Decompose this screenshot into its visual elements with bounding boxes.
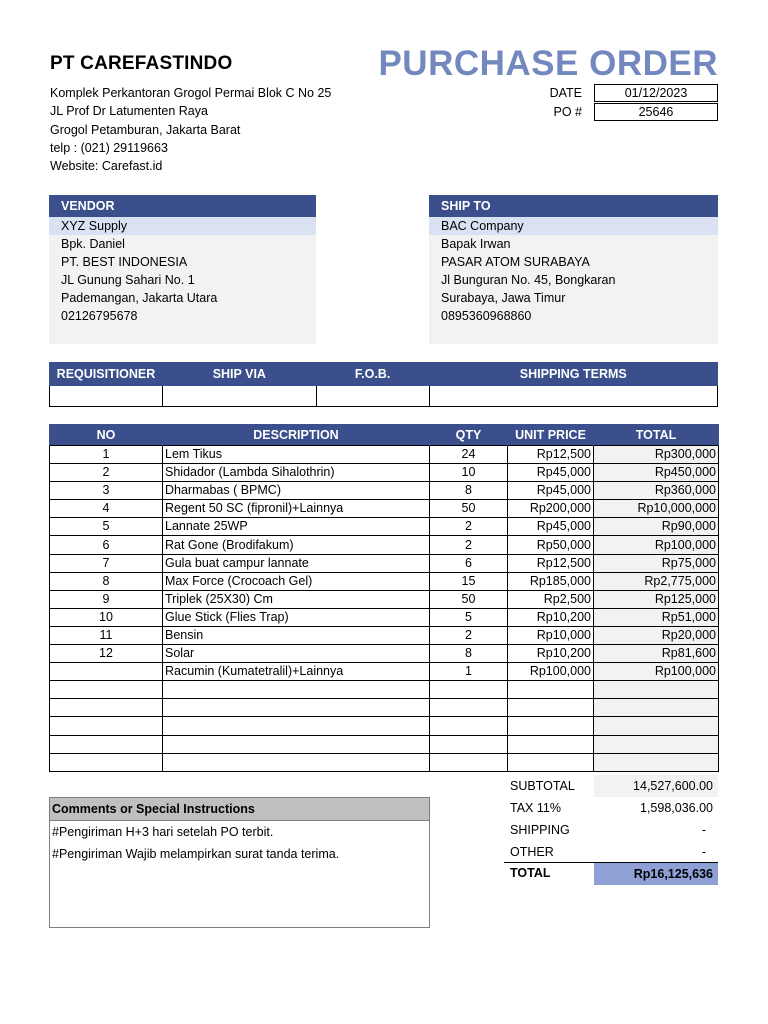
table-row [50,735,719,753]
ship-to-heading: SHIP TO [429,195,718,217]
item-unit-price-cell[interactable] [508,735,594,753]
qty-header: QTY [430,424,508,446]
item-unit-price-cell[interactable]: Rp12,500 [508,446,594,464]
item-unit-price-cell[interactable]: Rp2,500 [508,590,594,608]
item-description-cell[interactable]: Dharmabas ( BPMC) [163,482,430,500]
item-unit-price-cell[interactable] [508,681,594,699]
tax-label: TAX 11% [510,801,561,815]
item-unit-price-cell[interactable]: Rp200,000 [508,500,594,518]
vendor-line: Pademangan, Jakarta Utara [61,291,218,305]
item-description-cell[interactable]: Regent 50 SC (fipronil)+Lainnya [163,500,430,518]
item-qty-cell[interactable]: 24 [430,446,508,464]
comments-box[interactable] [49,797,430,928]
item-no-cell[interactable]: 12 [50,645,163,663]
item-no-cell[interactable] [50,735,163,753]
item-description-cell[interactable]: Glue Stick (Flies Trap) [163,608,430,626]
item-unit-price-cell[interactable]: Rp50,000 [508,536,594,554]
table-row [50,626,719,644]
item-no-cell[interactable]: 5 [50,518,163,536]
item-description-cell[interactable] [163,699,430,717]
item-no-cell[interactable]: 6 [50,536,163,554]
item-unit-price-cell[interactable]: Rp100,000 [508,663,594,681]
item-qty-cell[interactable]: 2 [430,626,508,644]
description-header: DESCRIPTION [163,424,430,446]
item-no-cell[interactable]: 7 [50,554,163,572]
item-description-cell[interactable]: Racumin (Kumatetralil)+Lainnya [163,663,430,681]
items-table [49,424,719,772]
item-no-cell[interactable]: 10 [50,608,163,626]
company-address-line-2: JL Prof Dr Latumenten Raya [50,104,208,118]
item-total-cell[interactable]: Rp100,000 [594,536,719,554]
item-unit-price-cell[interactable] [508,753,594,771]
item-description-cell[interactable] [163,753,430,771]
po-label: PO # [553,105,582,119]
ship-to-panel [429,195,718,344]
item-unit-price-cell[interactable]: Rp185,000 [508,572,594,590]
item-qty-cell[interactable]: 50 [430,590,508,608]
fob-header: F.O.B. [316,363,429,386]
table-row [50,717,719,735]
item-qty-cell[interactable]: 15 [430,572,508,590]
item-qty-cell[interactable]: 50 [430,500,508,518]
item-total-cell[interactable] [594,699,719,717]
grand-total-label: TOTAL [510,866,551,880]
table-row [50,663,719,681]
company-website: Website: Carefast.id [50,159,163,173]
vendor-line: PT. BEST INDONESIA [61,255,188,269]
table-row [50,536,719,554]
item-total-cell[interactable]: Rp81,600 [594,645,719,663]
company-name: PT CAREFASTINDO [50,53,233,74]
ship-via-cell[interactable] [162,386,316,407]
item-no-cell[interactable]: 4 [50,500,163,518]
table-row [50,681,719,699]
item-total-cell[interactable]: Rp51,000 [594,608,719,626]
item-description-cell[interactable]: Bensin [163,626,430,644]
item-total-cell[interactable]: Rp20,000 [594,626,719,644]
item-no-cell[interactable]: 2 [50,464,163,482]
item-total-cell[interactable] [594,717,719,735]
item-total-cell[interactable]: Rp100,000 [594,663,719,681]
item-total-cell[interactable]: Rp90,000 [594,518,719,536]
item-unit-price-cell[interactable]: Rp45,000 [508,482,594,500]
table-row [50,699,719,717]
unit-price-header: UNIT PRICE [508,424,594,446]
item-qty-cell[interactable]: 2 [430,536,508,554]
subtotal-label: SUBTOTAL [510,779,575,793]
table-row [50,518,719,536]
date-label: DATE [549,86,582,100]
grand-total-value: Rp16,125,636 [594,863,718,885]
item-description-cell[interactable] [163,717,430,735]
ship-to-line: 0895360968860 [441,309,532,323]
po-number-value[interactable]: 25646 [594,103,718,121]
item-no-cell[interactable]: 11 [50,626,163,644]
table-row [50,645,719,663]
item-unit-price-cell[interactable] [508,717,594,735]
item-unit-price-cell[interactable]: Rp45,000 [508,464,594,482]
item-no-cell[interactable] [50,681,163,699]
item-description-cell[interactable] [163,735,430,753]
item-no-cell[interactable] [50,663,163,681]
table-row [50,608,719,626]
item-total-cell[interactable]: Rp125,000 [594,590,719,608]
table-row [50,446,719,464]
item-no-cell[interactable] [50,717,163,735]
item-qty-cell[interactable]: 10 [430,464,508,482]
vendor-line: 02126795678 [61,309,138,323]
item-qty-cell[interactable]: 1 [430,663,508,681]
item-unit-price-cell[interactable]: Rp10,200 [508,608,594,626]
comment-line: #Pengiriman H+3 hari setelah PO terbit. [52,825,274,839]
item-total-cell[interactable] [594,753,719,771]
item-total-cell[interactable]: Rp360,000 [594,482,719,500]
ship-to-line: Jl Bunguran No. 45, Bongkaran [441,273,616,287]
company-address-line-1: Komplek Perkantoran Grogol Permai Blok C No 25 [50,86,332,100]
comment-line: #Pengiriman Wajib melampirkan surat tanda terima. [52,847,340,861]
item-qty-cell[interactable] [430,717,508,735]
fob-cell[interactable] [316,386,429,407]
item-description-cell[interactable]: Lannate 25WP [163,518,430,536]
ship-to-line: Bapak Irwan [441,237,511,251]
other-label: OTHER [510,845,554,859]
shipping-value[interactable]: - [701,823,706,837]
ship-to-line: PASAR ATOM SURABAYA [441,255,590,269]
subtotal-value: 14,527,600.00 [594,775,718,797]
shipping-terms-header: SHIPPING TERMS [429,363,718,386]
table-row [50,590,719,608]
other-value[interactable]: - [701,845,706,859]
item-description-cell[interactable]: Solar [163,645,430,663]
item-total-cell[interactable]: Rp450,000 [594,464,719,482]
item-description-cell[interactable]: Max Force (Crocoach Gel) [163,572,430,590]
item-qty-cell[interactable]: 5 [430,608,508,626]
ship-via-header: SHIP VIA [162,363,316,386]
item-unit-price-cell[interactable] [508,699,594,717]
item-qty-cell[interactable] [430,735,508,753]
item-unit-price-cell[interactable]: Rp10,000 [508,626,594,644]
table-row [50,554,719,572]
item-no-cell[interactable]: 8 [50,572,163,590]
vendor-heading: VENDOR [49,195,316,217]
item-description-cell[interactable]: Lem Tikus [163,446,430,464]
item-no-cell[interactable]: 1 [50,446,163,464]
requisitioner-cell[interactable] [50,386,163,407]
item-qty-cell[interactable]: 2 [430,518,508,536]
item-description-cell[interactable]: Shidador (Lambda Sihalothrin) [163,464,430,482]
vendor-line: Bpk. Daniel [61,237,125,251]
shipping-info-table [49,362,718,407]
ship-to-line: BAC Company [429,217,718,235]
item-description-cell[interactable]: Gula buat campur lannate [163,554,430,572]
item-total-cell[interactable] [594,681,719,699]
vendor-line: JL Gunung Sahari No. 1 [61,273,195,287]
item-qty-cell[interactable] [430,681,508,699]
item-qty-cell[interactable] [430,753,508,771]
item-qty-cell[interactable]: 8 [430,645,508,663]
item-description-cell[interactable]: Rat Gone (Brodifakum) [163,536,430,554]
item-qty-cell[interactable]: 6 [430,554,508,572]
item-description-cell[interactable] [163,681,430,699]
table-row [50,500,719,518]
table-row [50,464,719,482]
item-total-cell[interactable]: Rp75,000 [594,554,719,572]
item-unit-price-cell[interactable]: Rp10,200 [508,645,594,663]
document-title: PURCHASE ORDER [378,44,718,83]
shipping-terms-cell[interactable] [429,386,718,407]
item-qty-cell[interactable]: 8 [430,482,508,500]
item-total-cell[interactable]: Rp2,775,000 [594,572,719,590]
comments-heading: Comments or Special Instructions [50,798,429,821]
vendor-panel [49,195,316,344]
shipping-label: SHIPPING [510,823,570,837]
item-total-cell[interactable]: Rp10,000,000 [594,500,719,518]
ship-to-line: Surabaya, Jawa Timur [441,291,566,305]
company-address-line-3: Grogol Petamburan, Jakarta Barat [50,123,241,137]
table-row [50,572,719,590]
requisitioner-header: REQUISITIONER [50,363,163,386]
no-header: NO [50,424,163,446]
item-total-cell[interactable]: Rp300,000 [594,446,719,464]
tax-value[interactable]: 1,598,036.00 [640,801,713,815]
item-no-cell[interactable] [50,753,163,771]
item-qty-cell[interactable] [430,699,508,717]
item-unit-price-cell[interactable]: Rp45,000 [508,518,594,536]
item-unit-price-cell[interactable]: Rp12,500 [508,554,594,572]
item-total-cell[interactable] [594,735,719,753]
total-header: TOTAL [594,424,719,446]
item-no-cell[interactable] [50,699,163,717]
company-phone: telp : (021) 29119663 [50,141,168,155]
item-description-cell[interactable]: Triplek (25X30) Cm [163,590,430,608]
vendor-line: XYZ Supply [49,217,316,235]
table-row [50,753,719,771]
item-no-cell[interactable]: 3 [50,482,163,500]
item-no-cell[interactable]: 9 [50,590,163,608]
date-value[interactable]: 01/12/2023 [594,84,718,102]
table-row [50,482,719,500]
